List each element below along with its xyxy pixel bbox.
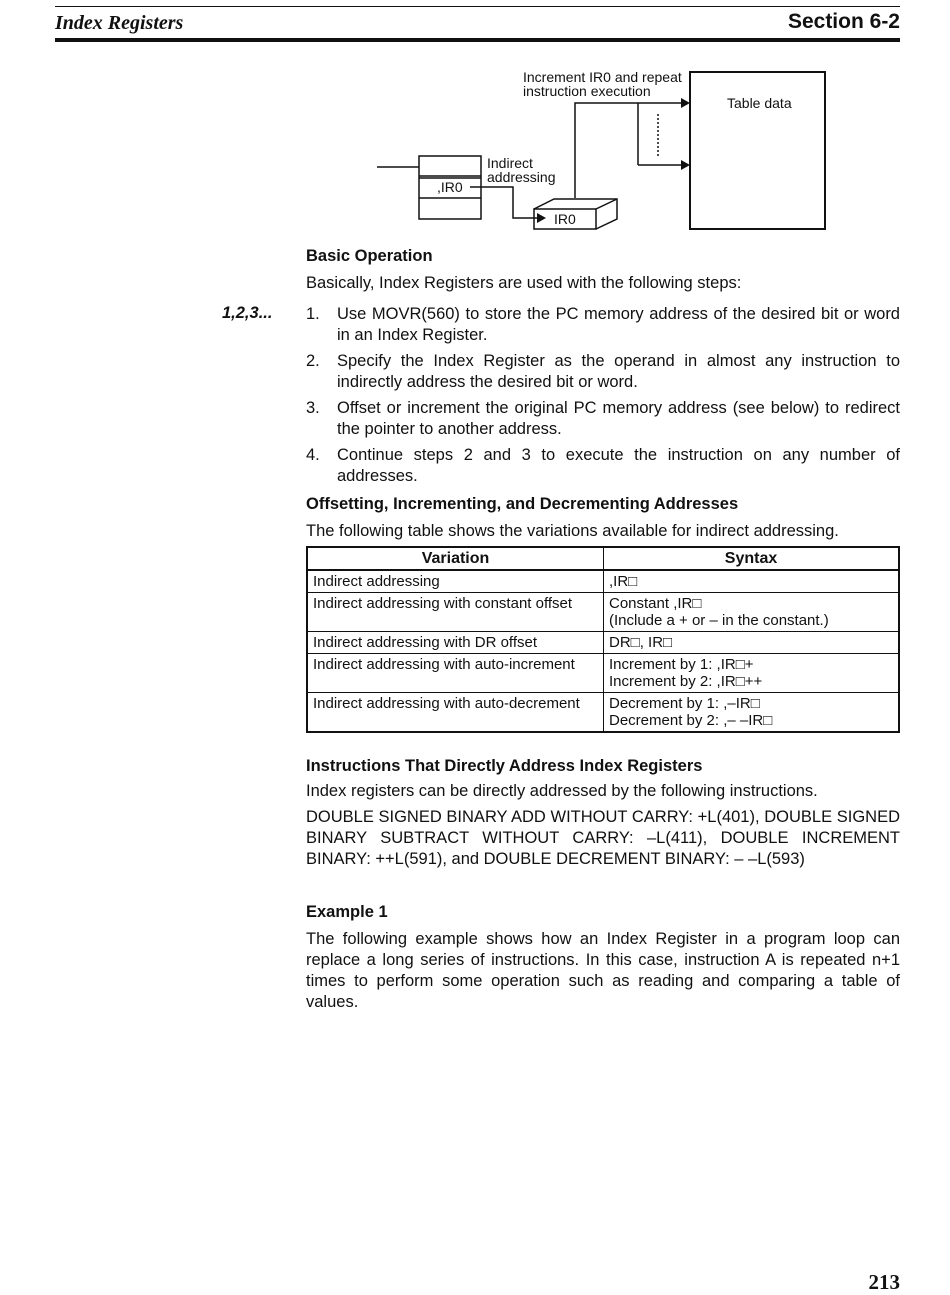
offsetting-intro: The following table shows the variations available for indirect addressing. [306, 522, 839, 540]
direct-instructions-section [306, 756, 900, 870]
variations-table [306, 546, 900, 733]
direct-instructions-intro: Index registers can be directly addressed by the following instructions. [306, 782, 818, 800]
page-number: 213 [868, 1270, 900, 1294]
ir0-register-label: IR0 [554, 211, 576, 227]
indirect-addressing-diagram [0, 0, 950, 240]
table-row: Indirect addressing ,IR□ [307, 570, 899, 593]
list-item: 1. Use MOVR(560) to store the PC memory address of the desired bit or word in an Index Register. [306, 305, 900, 344]
table-row: Indirect addressing with DR offset DR□, IR□ [307, 632, 899, 654]
increment-arrow [575, 103, 682, 198]
table-row: Indirect addressing with constant offset Constant ,IR□ (Include a + or – in the constant.) [307, 593, 899, 632]
indirect-label-line2: addressing [487, 169, 556, 185]
steps-list [306, 304, 900, 492]
basic-operation-intro: Basically, Index Registers are used with the following steps: [306, 274, 742, 292]
example1-section [306, 902, 900, 1013]
header-section-number: Section 6-2 [787, 10, 900, 33]
example1-text: The following example shows how an Index Register in a program loop can replace a long series of instructions. In this case, instruction A is repeated n+1 times to perform some operation such as reading and comparing a table of values. [306, 930, 900, 1011]
table-row: Indirect addressing with auto-increment Increment by 1: ,IR□+ Increment by 2: ,IR□++ [307, 654, 899, 693]
direct-instructions-list: DOUBLE SIGNED BINARY ADD WITHOUT CARRY: +L(401), DOUBLE SIGNED BINARY SUBTRACT WITHOUT CARRY: –L(411), DOUBLE INCREMENT BINARY: ++L(591), and DOUBLE DECREMENT BINARY: – –L(593) [306, 808, 900, 868]
offsetting-section [306, 494, 900, 542]
list-item: 4. Continue steps 2 and 3 to execute the instruction on any number of addresses. [306, 446, 900, 485]
list-item: 3. Offset or increment the original PC memory address (see below) to redirect the pointer to another address. [306, 399, 900, 438]
steps-label: 1,2,3... [222, 304, 273, 322]
ir0-operand-label: ,IR0 [437, 179, 463, 195]
column-header-syntax: Syntax [604, 547, 900, 570]
increment-label-line1: Increment IR0 and repeat [523, 69, 682, 85]
indirect-arrow [470, 187, 537, 218]
header-section-title: Index Registers [55, 12, 184, 34]
example1-title: Example 1 [306, 903, 388, 921]
table-header-row [307, 547, 899, 570]
table-data-label: Table data [727, 95, 792, 111]
basic-operation-section [306, 246, 900, 294]
direct-instructions-title: Instructions That Directly Address Index Registers [306, 757, 703, 775]
increment-label-line2: instruction execution [523, 83, 651, 99]
list-item: 2. Specify the Index Register as the operand in almost any instruction to indirectly address the desired bit or word. [306, 352, 900, 391]
offsetting-title: Offsetting, Incrementing, and Decrementing Addresses [306, 495, 739, 513]
column-header-variation: Variation [307, 547, 604, 570]
table-row: Indirect addressing with auto-decrement Decrement by 1: ,–IR□ Decrement by 2: ,– –IR□ [307, 693, 899, 733]
indirect-label-line1: Indirect [487, 155, 533, 171]
basic-operation-title: Basic Operation [306, 247, 433, 265]
